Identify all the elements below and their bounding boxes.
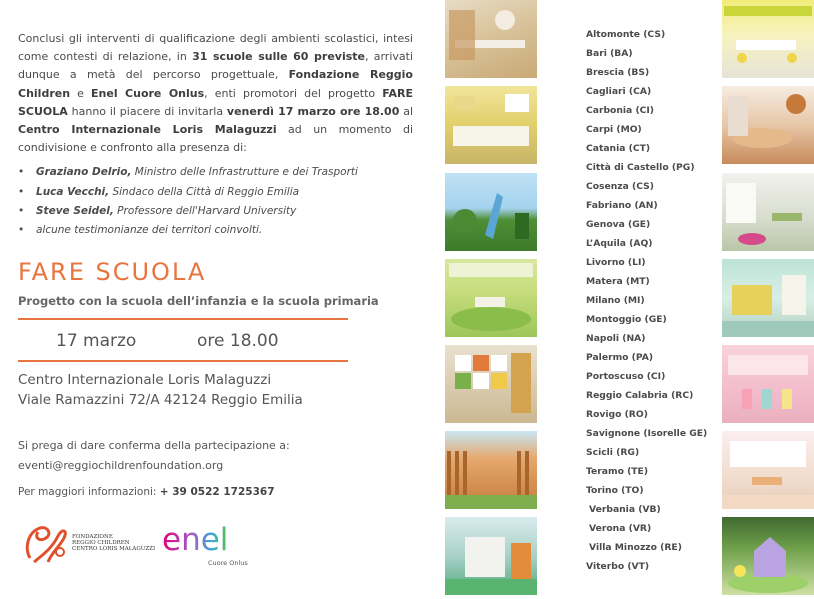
- guest-role: Professore dell'Harvard University: [113, 204, 297, 217]
- rsvp-email-link[interactable]: eventi@reggiochildrenfoundation.org: [18, 459, 224, 472]
- guest-item: [18, 202, 413, 221]
- school-photo: [445, 345, 537, 423]
- city-item: Teramo (TE): [586, 466, 649, 477]
- school-photo: [445, 259, 537, 337]
- intro-highlight: Enel Cuore Onlus: [91, 86, 205, 100]
- school-photo: [722, 173, 814, 251]
- school-photo: [722, 345, 814, 423]
- intro-highlight: 31 scuole sulle 60 previste: [192, 50, 365, 64]
- city-item: Genova (GE): [586, 219, 651, 230]
- interior-illustration: [722, 259, 814, 337]
- intro-text: hanno il piacere di invitarla: [67, 104, 227, 118]
- garden-illustration: [722, 517, 814, 595]
- intro-text: ad un momento di condivisione e confronto alla presenza di:: [18, 123, 414, 155]
- guest-item: [18, 221, 413, 240]
- interior-illustration: [722, 345, 814, 423]
- school-photo: [445, 431, 537, 509]
- interior-illustration: [445, 259, 537, 337]
- city-item: Brescia (BS): [586, 67, 650, 78]
- event-title: FARE SCUOLA: [18, 258, 207, 286]
- interior-illustration: [722, 431, 814, 509]
- school-photo: [722, 86, 814, 164]
- intro-highlight: venerdì 17 marzo ore 18.00: [226, 104, 400, 118]
- fondazione-line: CENTRO LORIS MALAGUZZI: [72, 546, 156, 552]
- guest-role: Ministro delle Infrastrutture e dei Trasporti: [131, 166, 358, 179]
- city-list: [586, 25, 707, 576]
- fondazione-reggio-children-logo: [22, 518, 156, 568]
- school-photo: [445, 0, 537, 78]
- info-line: [18, 486, 275, 498]
- city-item: Reggio Calabria (RC): [586, 390, 694, 401]
- invitation-text: [18, 30, 413, 240]
- rsvp-block: [18, 436, 290, 476]
- interior-illustration: [445, 86, 537, 164]
- divider: [18, 318, 348, 320]
- intro-highlight: Fondazione Reggio Children: [18, 68, 413, 100]
- city-item: Savignone (Isorelle GE): [586, 428, 708, 439]
- venue-street: Viale Ramazzini 72/A 42124 Reggio Emilia: [18, 392, 303, 408]
- city-item: Rovigo (RO): [586, 409, 648, 420]
- guest-name: Steve Seidel,: [36, 204, 114, 217]
- rsvp-text: Si prega di dare conferma della partecipazione a:: [18, 439, 290, 452]
- interior-illustration: [722, 86, 814, 164]
- school-photo: [722, 431, 814, 509]
- city-item: Torino (TO): [586, 485, 644, 496]
- intro-text: al: [399, 104, 413, 118]
- city-item: Catania (CT): [586, 143, 651, 154]
- intro-paragraph: [18, 30, 413, 157]
- venue-address: [18, 370, 303, 410]
- city-item: Verona (VR): [589, 523, 652, 534]
- city-item: Carpi (MO): [586, 124, 642, 135]
- city-item: Scicli (RG): [586, 447, 640, 458]
- school-photo: [722, 259, 814, 337]
- city-item: Cosenza (CS): [586, 181, 654, 192]
- school-photo: [445, 173, 537, 251]
- intro-text: e: [70, 86, 92, 100]
- intro-highlight: FARE SCUOLA: [18, 86, 413, 118]
- school-photo: [445, 517, 537, 595]
- fondazione-line: REGGIO CHILDREN: [72, 540, 130, 546]
- fondazione-line: FONDAZIONE: [72, 534, 113, 540]
- guest-role: Sindaco della Città di Reggio Emilia: [109, 185, 300, 198]
- city-item: Portoscuso (CI): [586, 371, 666, 382]
- city-item: Altomonte (CS): [586, 29, 666, 40]
- event-date: 17 marzo: [56, 331, 137, 351]
- intro-text: Conclusi gli interventi di qualificazione degli ambienti scolastici, intesi come contesti di relazione, in: [18, 32, 413, 64]
- logo-swirl: [56, 548, 64, 556]
- school-photo: [445, 86, 537, 164]
- event-subtitle: Progetto con la scuola dell’infanzia e la scuola primaria: [18, 294, 379, 308]
- city-item: Carbonia (CI): [586, 105, 655, 116]
- guest-item: [18, 163, 413, 182]
- venue-name: Centro Internazionale Loris Malaguzzi: [18, 372, 272, 388]
- guest-list: [18, 163, 413, 240]
- city-item: Napoli (NA): [586, 333, 646, 344]
- exterior-illustration: [445, 431, 537, 509]
- interior-illustration: [722, 173, 814, 251]
- city-item: Livorno (LI): [586, 257, 646, 268]
- divider: [18, 360, 348, 362]
- intro-highlight: Centro Internazionale Loris Malaguzzi: [18, 123, 277, 137]
- city-item: Città di Castello (PG): [586, 162, 695, 173]
- garden-illustration: [445, 173, 537, 251]
- info-phone: + 39 0522 1725367: [159, 486, 275, 498]
- guest-role: alcune testimonianze dei territori coinvolti.: [36, 224, 263, 237]
- city-item: Montoggio (GE): [586, 314, 667, 325]
- guest-name: Graziano Delrio,: [36, 166, 132, 179]
- info-text: Per maggiori informazioni:: [18, 486, 160, 498]
- city-item: Villa Minozzo (RE): [589, 542, 682, 553]
- city-item: Palermo (PA): [586, 352, 654, 363]
- guest-item: [18, 183, 413, 202]
- city-item: Bari (BA): [586, 48, 633, 59]
- city-item: Verbania (VB): [589, 504, 661, 515]
- enel-cuore-onlus-logo: [160, 520, 255, 570]
- enel-subtitle: Cuore Onlus: [208, 559, 248, 567]
- intro-text: , arrivati dunque a metà del percorso progettuale,: [18, 50, 413, 82]
- guest-name: Luca Vecchi,: [36, 185, 110, 198]
- school-photo: [722, 517, 814, 595]
- city-item: Viterbo (VT): [586, 561, 650, 572]
- interior-illustration: [445, 517, 537, 595]
- intro-text: , enti promotori del progetto: [204, 86, 383, 100]
- event-time: ore 18.00: [197, 331, 279, 351]
- enel-wordmark: enel: [162, 522, 229, 558]
- city-item: L’Aquila (AQ): [586, 238, 653, 249]
- city-item: Fabriano (AN): [586, 200, 658, 211]
- school-photo: [722, 0, 814, 78]
- city-item: Cagliari (CA): [586, 86, 652, 97]
- city-item: Matera (MT): [586, 276, 650, 287]
- interior-illustration: [722, 0, 814, 78]
- interior-illustration: [445, 0, 537, 78]
- shelving-illustration: [445, 345, 537, 423]
- city-item: Milano (MI): [586, 295, 645, 306]
